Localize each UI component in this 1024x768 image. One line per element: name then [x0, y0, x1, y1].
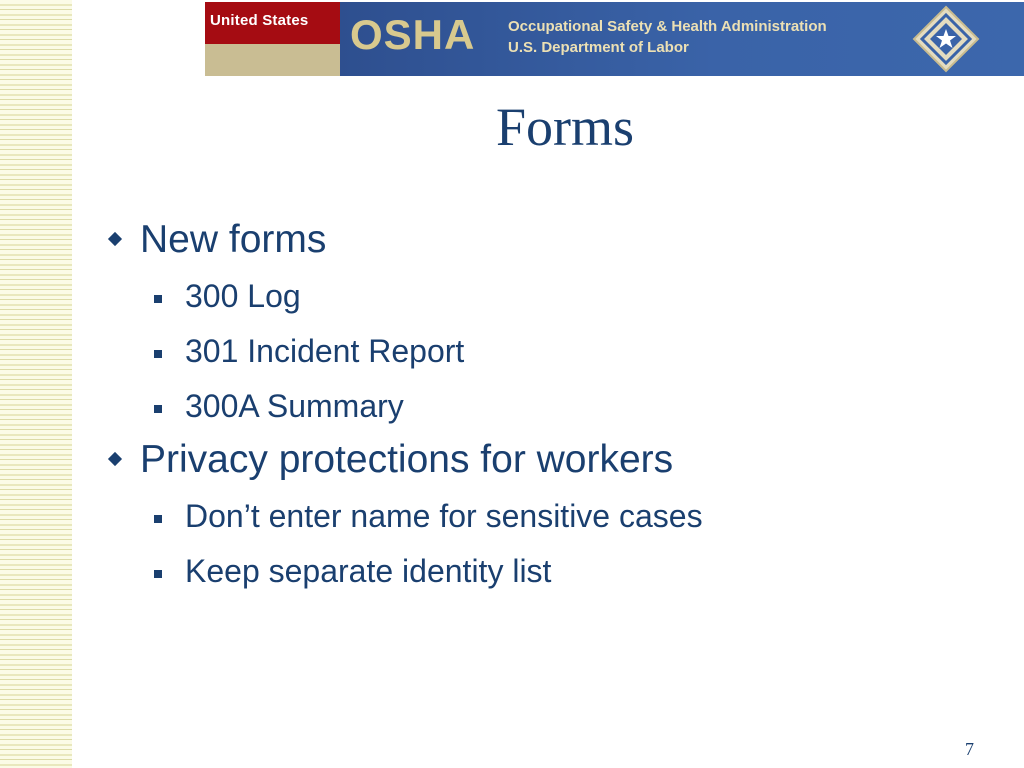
square-bullet-icon — [154, 295, 162, 303]
sub-bullet-item — [108, 390, 703, 422]
sub-bullet-label: 300A Summary — [185, 388, 404, 424]
diamond-bullet-icon — [108, 452, 122, 466]
sub-bullet-label: 300 Log — [185, 278, 301, 314]
slide-title: Forms — [495, 97, 635, 157]
sub-bullet-item — [108, 555, 703, 587]
banner-main-block — [340, 2, 1024, 76]
agency-text — [508, 16, 827, 58]
sub-bullet-item — [108, 335, 703, 367]
bullet-label: Privacy protections for workers — [140, 438, 674, 481]
square-bullet-icon — [154, 350, 162, 358]
diamond-bullet-icon — [108, 232, 122, 246]
bullet-privacy-protections — [108, 440, 703, 479]
sub-bullet-item — [108, 280, 703, 312]
sub-bullet-item — [108, 500, 703, 532]
bullet-new-forms — [108, 220, 703, 259]
sub-bullet-label: 301 Incident Report — [185, 333, 465, 369]
agency-acronym: OSHA — [350, 11, 476, 58]
page-number: 7 — [965, 739, 974, 759]
bullet-list — [108, 208, 703, 587]
square-bullet-icon — [154, 515, 162, 523]
osha-header-banner — [205, 2, 1024, 76]
department-name: U.S. Department of Labor — [508, 39, 689, 56]
decorative-stripe-band — [0, 0, 72, 768]
country-label: United States — [210, 12, 309, 29]
square-bullet-icon — [154, 570, 162, 578]
dol-diamond-seal-icon — [912, 5, 980, 73]
square-bullet-icon — [154, 405, 162, 413]
sub-bullet-label: Don’t enter name for sensitive cases — [185, 498, 703, 534]
agency-name: Occupational Safety & Health Administration — [508, 18, 827, 35]
sub-bullet-label: Keep separate identity list — [185, 553, 552, 589]
banner-us-block — [205, 2, 340, 76]
bullet-label: New forms — [140, 218, 327, 261]
banner-tan-strip — [205, 44, 340, 76]
